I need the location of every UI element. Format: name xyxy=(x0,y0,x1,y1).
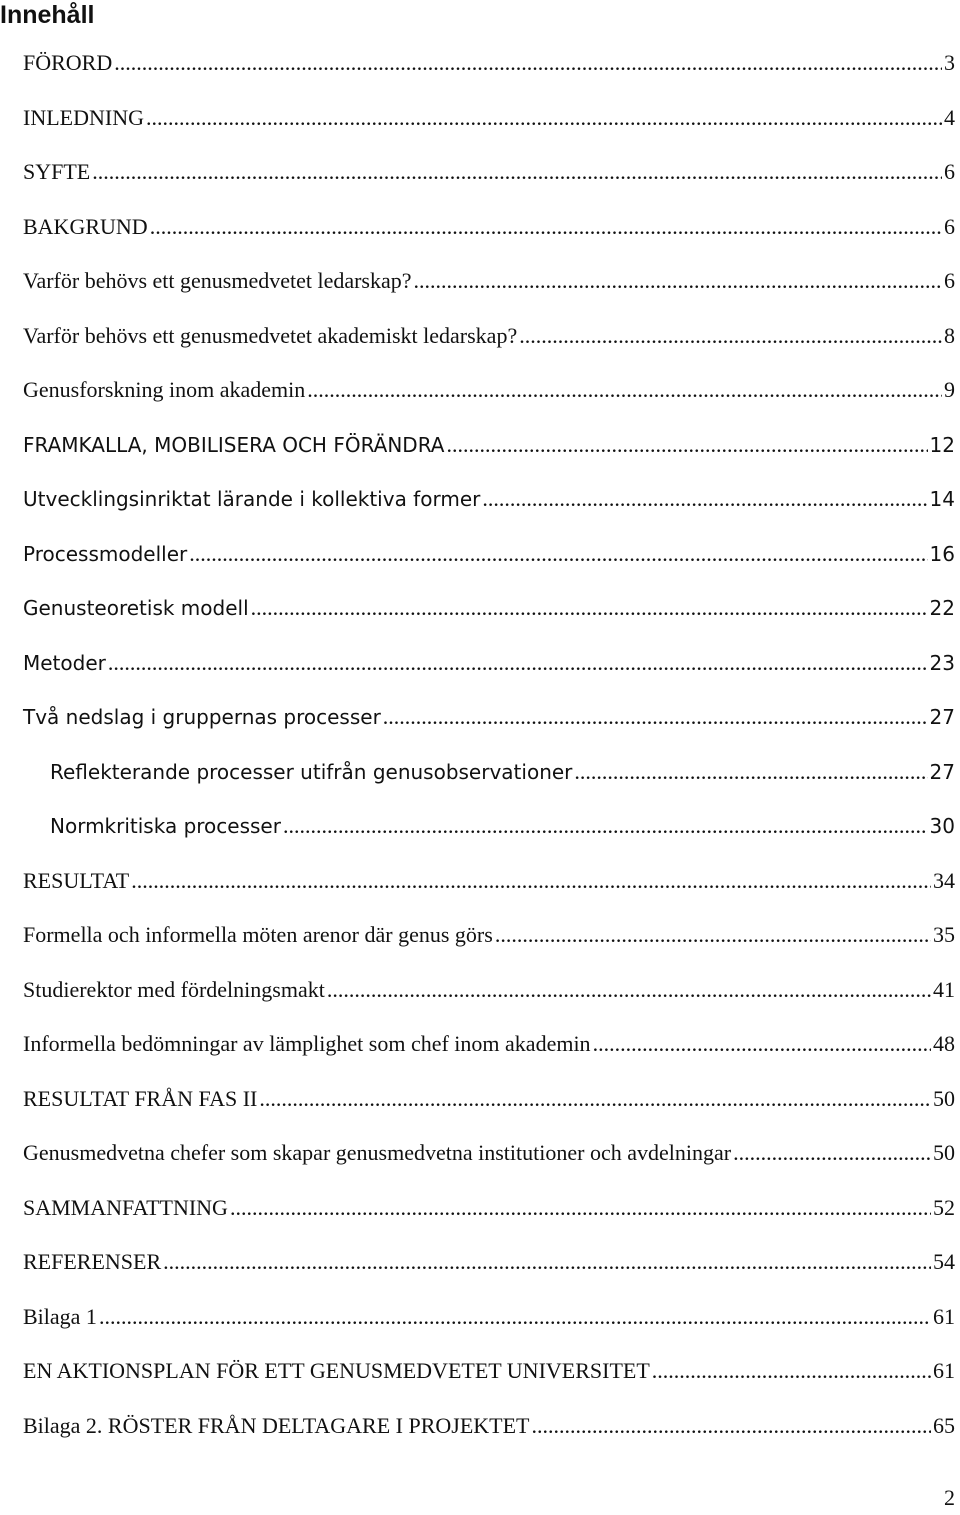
toc-entry[interactable] xyxy=(23,690,955,745)
toc-entry-page: 14 xyxy=(929,487,955,511)
dot-leader xyxy=(733,1126,931,1181)
toc-entry-label: FRAMKALLA, MOBILISERA OCH FÖRÄNDRA xyxy=(23,432,445,457)
toc-entry-page: 12 xyxy=(929,432,955,457)
toc-entry[interactable] xyxy=(23,1344,955,1399)
toc-entry-label: Informella bedömningar av lämplighet som chef inom akademin xyxy=(23,1031,591,1056)
toc-entry[interactable] xyxy=(23,1290,955,1345)
toc-entry-label: FÖRORD xyxy=(23,50,113,75)
toc-entry[interactable] xyxy=(23,581,955,636)
toc-entry-label: Studierektor med fördelningsmakt xyxy=(23,976,325,1002)
dot-leader xyxy=(150,200,942,255)
table-of-contents xyxy=(23,36,955,1453)
dot-leader xyxy=(652,1344,931,1399)
toc-entry-label: Varför behövs ett genusmedvetet akademiskt ledarskap? xyxy=(23,322,518,348)
dot-leader xyxy=(146,91,942,146)
toc-entry-page: 9 xyxy=(944,377,955,402)
dot-leader xyxy=(482,472,927,527)
dot-leader xyxy=(519,309,942,364)
dot-leader xyxy=(230,1181,931,1236)
dot-leader xyxy=(327,963,931,1018)
toc-entry[interactable] xyxy=(23,636,955,691)
toc-entry-page: 6 xyxy=(944,268,955,293)
toc-entry-page: 50 xyxy=(933,1140,955,1165)
toc-entry[interactable] xyxy=(23,145,955,200)
toc-entry-label: REFERENSER xyxy=(23,1249,162,1274)
toc-entry[interactable] xyxy=(23,200,955,255)
toc-entry[interactable] xyxy=(23,36,955,91)
toc-entry-label: Genusteoretisk modell xyxy=(23,596,249,620)
toc-entry-label: INLEDNING xyxy=(23,104,144,130)
toc-entry-page: 54 xyxy=(933,1249,955,1274)
toc-entry-label: RESULTAT FRÅN FAS II xyxy=(23,1085,258,1111)
toc-entry-label: Bilaga 1 xyxy=(23,1303,97,1329)
toc-entry-label: Bilaga 2. RÖSTER FRÅN DELTAGARE I PROJEKTET xyxy=(23,1412,530,1438)
dot-leader xyxy=(574,745,927,800)
page-number: 2 xyxy=(944,1485,955,1510)
toc-entry-label: Utvecklingsinriktat lärande i kollektiva former xyxy=(23,487,481,511)
toc-entry[interactable] xyxy=(23,91,955,146)
toc-entry[interactable] xyxy=(23,1181,955,1236)
dot-leader xyxy=(259,1072,931,1127)
toc-entry-label: Normkritiska processer xyxy=(50,814,281,838)
toc-entry[interactable] xyxy=(23,472,955,527)
dot-leader xyxy=(131,854,931,909)
toc-entry-page: 27 xyxy=(929,705,955,729)
toc-entry[interactable] xyxy=(23,745,955,800)
toc-entry-page: 6 xyxy=(944,213,955,239)
toc-entry-page: 30 xyxy=(929,814,955,838)
toc-entry-page: 35 xyxy=(933,922,955,947)
dot-leader xyxy=(251,581,928,636)
toc-entry-label: BAKGRUND xyxy=(23,213,148,239)
dot-leader xyxy=(414,254,942,309)
dot-leader xyxy=(114,36,942,91)
toc-entry-page: 61 xyxy=(933,1303,955,1329)
toc-entry[interactable] xyxy=(23,1235,955,1290)
toc-entry[interactable] xyxy=(23,1126,955,1181)
toc-entry[interactable] xyxy=(23,963,955,1018)
toc-entry-page: 34 xyxy=(933,867,955,893)
toc-entry-page: 4 xyxy=(944,104,955,130)
dot-leader xyxy=(163,1235,931,1290)
toc-entry-label: SYFTE xyxy=(23,159,91,184)
dot-leader xyxy=(108,636,928,691)
dot-leader xyxy=(92,145,942,200)
dot-leader xyxy=(495,908,931,963)
toc-entry[interactable] xyxy=(23,363,955,418)
toc-entry-label: SAMMANFATTNING xyxy=(23,1194,228,1220)
toc-entry[interactable] xyxy=(23,908,955,963)
toc-entry-label: RESULTAT xyxy=(23,867,130,893)
toc-entry-label: Formella och informella möten arenor där genus görs xyxy=(23,922,493,947)
toc-entry-label: Processmodeller xyxy=(23,541,188,566)
toc-entry[interactable] xyxy=(23,854,955,909)
toc-entry-label: Metoder xyxy=(23,650,106,675)
toc-entry-label: Varför behövs ett genusmedvetet ledarskap? xyxy=(23,268,412,293)
toc-entry-label: Genusforskning inom akademin xyxy=(23,377,306,402)
toc-entry[interactable] xyxy=(23,1399,955,1454)
toc-entry-page: 27 xyxy=(929,759,955,784)
dot-leader xyxy=(283,799,928,854)
toc-heading: Innehåll xyxy=(0,1,95,29)
toc-entry-page: 48 xyxy=(933,1031,955,1056)
toc-entry-label: Reflekterande processer utifrån genusobservationer xyxy=(50,759,573,784)
toc-entry[interactable] xyxy=(23,254,955,309)
dot-leader xyxy=(99,1290,931,1345)
dot-leader xyxy=(531,1399,931,1454)
toc-entry-page: 3 xyxy=(944,50,955,75)
toc-entry-label: Två nedslag i gruppernas processer xyxy=(23,705,381,729)
dot-leader xyxy=(189,527,927,582)
toc-entry[interactable] xyxy=(23,309,955,364)
toc-entry-label: Genusmedvetna chefer som skapar genusmedvetna institutioner och avdelningar xyxy=(23,1140,732,1165)
toc-entry-page: 8 xyxy=(944,322,955,348)
toc-entry-page: 50 xyxy=(933,1085,955,1111)
toc-entry[interactable] xyxy=(23,799,955,854)
dot-leader xyxy=(383,690,928,745)
toc-entry-page: 22 xyxy=(929,596,955,620)
toc-entry-page: 41 xyxy=(933,976,955,1002)
dot-leader xyxy=(593,1017,931,1072)
dot-leader xyxy=(307,363,942,418)
toc-entry-label: EN AKTIONSPLAN FÖR ETT GENUSMEDVETET UNIVERSITET xyxy=(23,1358,650,1383)
toc-entry-page: 16 xyxy=(929,541,955,566)
toc-entry-page: 65 xyxy=(933,1412,955,1438)
toc-entry-page: 6 xyxy=(944,159,955,184)
dot-leader xyxy=(446,418,927,473)
toc-entry[interactable] xyxy=(23,1017,955,1072)
toc-entry-page: 23 xyxy=(929,650,955,675)
toc-entry[interactable] xyxy=(23,418,955,473)
toc-entry-page: 61 xyxy=(933,1358,955,1383)
toc-entry[interactable] xyxy=(23,527,955,582)
toc-entry-page: 52 xyxy=(933,1194,955,1220)
toc-entry[interactable] xyxy=(23,1072,955,1127)
